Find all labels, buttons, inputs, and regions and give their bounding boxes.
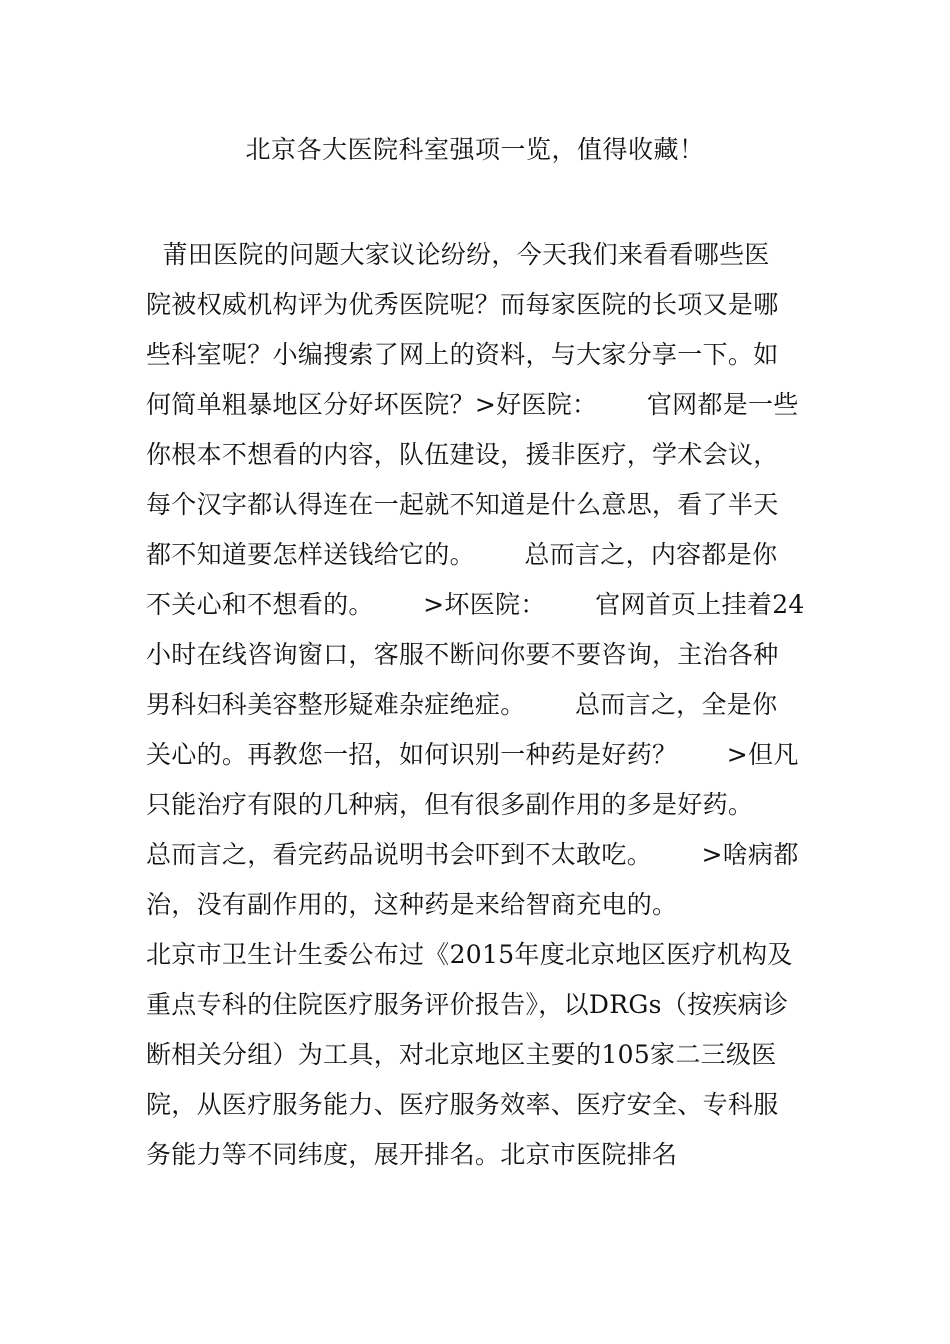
body-line: 治，没有副作用的，这种药是来给智商充电的。 [146, 890, 678, 919]
body-line: 每个汉字都认得连在一起就不知道是什么意思，看了半天 [146, 490, 779, 519]
body-line: 关心的。再教您一招，如何识别一种药是好药？ >但凡 [146, 740, 799, 769]
body-line: 院被权威机构评为优秀医院呢？而每家医院的长项又是哪 [146, 290, 779, 319]
body-line: 不关心和不想看的。 >坏医院： 官网首页上挂着24 [146, 590, 805, 619]
body-line: 都不知道要怎样送钱给它的。 总而言之，内容都是你 [146, 540, 778, 569]
body-line: 院，从医疗服务能力、医疗服务效率、医疗安全、专科服 [146, 1090, 779, 1119]
body-line: 些科室呢？小编搜索了网上的资料，与大家分享一下。如 [146, 340, 779, 369]
body-line: 只能治疗有限的几种病，但有很多副作用的多是好药。 [146, 790, 754, 819]
body-line: 莆田医院的问题大家议论纷纷，今天我们来看看哪些医 [146, 240, 770, 269]
body-line: 男科妇科美容整形疑难杂症绝症。 总而言之，全是你 [146, 690, 778, 719]
document-title: 北京各大医院科室强项一览，值得收藏！ [245, 135, 705, 164]
body-line: 总而言之，看完药品说明书会吓到不太敢吃。 >啥病都 [146, 840, 799, 869]
body-line: 务能力等不同纬度，展开排名。北京市医院排名 [146, 1140, 678, 1169]
body-line: 你根本不想看的内容，队伍建设，援非医疗，学术会议， [146, 440, 779, 469]
body-line: 小时在线咨询窗口，客服不断问你要不要咨询，主治各种 [146, 640, 779, 669]
body-line: 北京市卫生计生委公布过《2015年度北京地区医疗机构及 [146, 940, 793, 969]
document-body [146, 230, 811, 1180]
body-line: 断相关分组）为工具，对北京地区主要的105家二三级医 [146, 1040, 777, 1069]
body-line: 重点专科的住院医疗服务评价报告》，以DRGs（按疾病诊 [146, 990, 789, 1019]
body-line: 何简单粗暴地区分好坏医院？>好医院： 官网都是一些 [146, 390, 799, 419]
